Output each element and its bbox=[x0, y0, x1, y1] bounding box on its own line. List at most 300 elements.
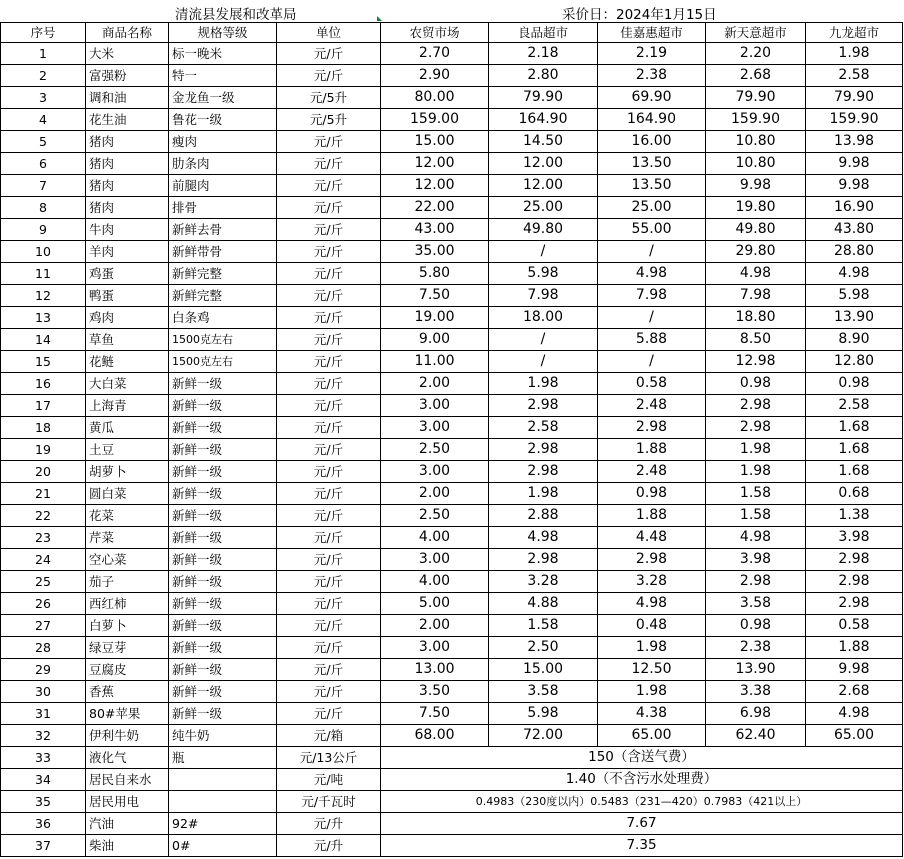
product-spec[interactable] bbox=[169, 791, 277, 813]
product-unit[interactable]: 元/斤 bbox=[277, 703, 381, 725]
price-cell[interactable]: 0.98 bbox=[598, 483, 706, 505]
price-cell[interactable]: 43.80 bbox=[806, 219, 903, 241]
row-number[interactable]: 19 bbox=[1, 439, 86, 461]
product-unit[interactable]: 元/斤 bbox=[277, 483, 381, 505]
price-cell[interactable]: 2.50 bbox=[381, 505, 489, 527]
row-number[interactable]: 22 bbox=[1, 505, 86, 527]
price-cell[interactable]: 25.00 bbox=[598, 197, 706, 219]
price-cell[interactable]: 0.98 bbox=[706, 615, 806, 637]
product-name[interactable]: 居民自来水 bbox=[86, 769, 169, 791]
header-farmers-market[interactable]: 农贸市场 bbox=[381, 23, 489, 43]
header-jiulong[interactable]: 九龙超市 bbox=[806, 23, 903, 43]
product-unit[interactable]: 元/斤 bbox=[277, 395, 381, 417]
price-cell[interactable]: 28.80 bbox=[806, 241, 903, 263]
row-number[interactable]: 32 bbox=[1, 725, 86, 747]
row-number[interactable]: 1 bbox=[1, 43, 86, 65]
price-cell[interactable]: 2.98 bbox=[489, 461, 598, 483]
row-number[interactable]: 21 bbox=[1, 483, 86, 505]
product-name[interactable]: 调和油 bbox=[86, 87, 169, 109]
price-cell[interactable]: 4.98 bbox=[806, 703, 903, 725]
price-cell[interactable]: 2.00 bbox=[381, 615, 489, 637]
row-number[interactable]: 27 bbox=[1, 615, 86, 637]
header-jiajiahui[interactable]: 佳嘉惠超市 bbox=[598, 23, 706, 43]
row-number[interactable]: 15 bbox=[1, 351, 86, 373]
price-cell[interactable]: 4.00 bbox=[381, 571, 489, 593]
price-cell[interactable]: 16.00 bbox=[598, 131, 706, 153]
price-cell[interactable]: 9.98 bbox=[806, 175, 903, 197]
price-cell[interactable]: 4.98 bbox=[489, 527, 598, 549]
price-cell[interactable]: 79.90 bbox=[489, 87, 598, 109]
product-name[interactable]: 香蕉 bbox=[86, 681, 169, 703]
product-unit[interactable]: 元/斤 bbox=[277, 153, 381, 175]
price-cell[interactable]: 13.90 bbox=[706, 659, 806, 681]
price-cell[interactable]: 8.50 bbox=[706, 329, 806, 351]
row-number[interactable]: 9 bbox=[1, 219, 86, 241]
price-cell[interactable]: 2.50 bbox=[489, 637, 598, 659]
product-unit[interactable]: 元/斤 bbox=[277, 461, 381, 483]
price-cell[interactable]: 55.00 bbox=[598, 219, 706, 241]
price-cell[interactable]: 8.90 bbox=[806, 329, 903, 351]
price-cell[interactable]: 4.00 bbox=[381, 527, 489, 549]
product-name[interactable]: 大白菜 bbox=[86, 373, 169, 395]
price-cell[interactable]: 1.98 bbox=[489, 373, 598, 395]
price-cell[interactable]: 65.00 bbox=[806, 725, 903, 747]
price-cell[interactable]: 12.00 bbox=[489, 175, 598, 197]
product-unit[interactable]: 元/斤 bbox=[277, 373, 381, 395]
price-cell[interactable]: 12.00 bbox=[489, 153, 598, 175]
row-number[interactable]: 17 bbox=[1, 395, 86, 417]
row-number[interactable]: 4 bbox=[1, 109, 86, 131]
product-spec[interactable]: 新鲜一级 bbox=[169, 527, 277, 549]
price-cell[interactable]: 35.00 bbox=[381, 241, 489, 263]
row-number[interactable]: 8 bbox=[1, 197, 86, 219]
product-name[interactable]: 空心菜 bbox=[86, 549, 169, 571]
price-cell[interactable]: 2.58 bbox=[806, 395, 903, 417]
product-name[interactable]: 80#苹果 bbox=[86, 703, 169, 725]
product-name[interactable]: 猪肉 bbox=[86, 175, 169, 197]
price-cell[interactable]: 2.68 bbox=[806, 681, 903, 703]
price-cell[interactable]: 1.98 bbox=[598, 681, 706, 703]
product-name[interactable]: 鸡肉 bbox=[86, 307, 169, 329]
price-cell[interactable]: 43.00 bbox=[381, 219, 489, 241]
price-cell[interactable]: 3.98 bbox=[706, 549, 806, 571]
price-cell[interactable]: 4.88 bbox=[489, 593, 598, 615]
price-cell[interactable]: 3.00 bbox=[381, 461, 489, 483]
merged-price-cell[interactable]: 7.67 bbox=[381, 813, 903, 835]
price-cell[interactable]: 1.58 bbox=[489, 615, 598, 637]
price-cell[interactable]: 65.00 bbox=[598, 725, 706, 747]
product-spec[interactable]: 前腿肉 bbox=[169, 175, 277, 197]
product-spec[interactable]: 新鲜一级 bbox=[169, 637, 277, 659]
row-number[interactable]: 28 bbox=[1, 637, 86, 659]
product-spec[interactable]: 金龙鱼一级 bbox=[169, 87, 277, 109]
price-cell[interactable]: 69.90 bbox=[598, 87, 706, 109]
price-cell[interactable]: 2.00 bbox=[381, 373, 489, 395]
product-name[interactable]: 绿豆芽 bbox=[86, 637, 169, 659]
price-cell[interactable]: 13.98 bbox=[806, 131, 903, 153]
price-cell[interactable]: 3.58 bbox=[489, 681, 598, 703]
price-cell[interactable]: / bbox=[489, 351, 598, 373]
price-cell[interactable]: 12.00 bbox=[381, 175, 489, 197]
price-cell[interactable]: 11.00 bbox=[381, 351, 489, 373]
product-spec[interactable]: 新鲜带骨 bbox=[169, 241, 277, 263]
price-cell[interactable]: 3.00 bbox=[381, 549, 489, 571]
price-cell[interactable]: 2.20 bbox=[706, 43, 806, 65]
product-spec[interactable]: 新鲜一级 bbox=[169, 439, 277, 461]
product-unit[interactable]: 元/斤 bbox=[277, 549, 381, 571]
price-cell[interactable]: 12.80 bbox=[806, 351, 903, 373]
product-name[interactable]: 猪肉 bbox=[86, 197, 169, 219]
product-spec[interactable]: 新鲜一级 bbox=[169, 571, 277, 593]
price-cell[interactable]: 10.80 bbox=[706, 153, 806, 175]
row-number[interactable]: 34 bbox=[1, 769, 86, 791]
row-number[interactable]: 23 bbox=[1, 527, 86, 549]
header-name[interactable]: 商品名称 bbox=[86, 23, 169, 43]
price-cell[interactable]: 12.98 bbox=[706, 351, 806, 373]
price-cell[interactable]: 2.48 bbox=[598, 461, 706, 483]
product-spec[interactable] bbox=[169, 769, 277, 791]
price-cell[interactable]: 1.98 bbox=[489, 483, 598, 505]
product-unit[interactable]: 元/斤 bbox=[277, 197, 381, 219]
product-name[interactable]: 草鱼 bbox=[86, 329, 169, 351]
price-cell[interactable]: 4.48 bbox=[598, 527, 706, 549]
row-number[interactable]: 20 bbox=[1, 461, 86, 483]
price-cell[interactable]: 1.98 bbox=[706, 461, 806, 483]
price-cell[interactable]: 2.98 bbox=[706, 417, 806, 439]
price-cell[interactable]: 0.98 bbox=[706, 373, 806, 395]
product-name[interactable]: 牛肉 bbox=[86, 219, 169, 241]
header-liangpin[interactable]: 良品超市 bbox=[489, 23, 598, 43]
product-name[interactable]: 羊肉 bbox=[86, 241, 169, 263]
price-cell[interactable]: 15.00 bbox=[381, 131, 489, 153]
product-spec[interactable]: 新鲜完整 bbox=[169, 263, 277, 285]
product-name[interactable]: 柴油 bbox=[86, 835, 169, 857]
price-cell[interactable]: 1.68 bbox=[806, 417, 903, 439]
product-unit[interactable]: 元/斤 bbox=[277, 43, 381, 65]
price-cell[interactable]: 164.90 bbox=[598, 109, 706, 131]
product-unit[interactable]: 元/13公斤 bbox=[277, 747, 381, 769]
row-number[interactable]: 10 bbox=[1, 241, 86, 263]
merged-price-cell[interactable]: 0.4983（230度以内）0.5483（231—420）0.7983（421以上） bbox=[381, 791, 903, 813]
product-unit[interactable]: 元/斤 bbox=[277, 65, 381, 87]
price-cell[interactable]: 9.00 bbox=[381, 329, 489, 351]
product-unit[interactable]: 元/斤 bbox=[277, 417, 381, 439]
product-spec[interactable]: 肋条肉 bbox=[169, 153, 277, 175]
row-number[interactable]: 11 bbox=[1, 263, 86, 285]
product-unit[interactable]: 元/升 bbox=[277, 813, 381, 835]
price-cell[interactable]: 4.98 bbox=[806, 263, 903, 285]
price-cell[interactable]: 29.80 bbox=[706, 241, 806, 263]
product-spec[interactable]: 新鲜一级 bbox=[169, 615, 277, 637]
product-spec[interactable]: 标一晚米 bbox=[169, 43, 277, 65]
product-unit[interactable]: 元/斤 bbox=[277, 175, 381, 197]
price-cell[interactable]: 2.98 bbox=[489, 549, 598, 571]
product-spec[interactable]: 1500克左右 bbox=[169, 329, 277, 351]
price-cell[interactable]: 1.38 bbox=[806, 505, 903, 527]
row-number[interactable]: 12 bbox=[1, 285, 86, 307]
row-number[interactable]: 31 bbox=[1, 703, 86, 725]
price-cell[interactable]: 3.38 bbox=[706, 681, 806, 703]
price-cell[interactable]: 4.98 bbox=[706, 263, 806, 285]
price-cell[interactable]: / bbox=[598, 351, 706, 373]
price-cell[interactable]: 9.98 bbox=[806, 153, 903, 175]
product-name[interactable]: 伊利牛奶 bbox=[86, 725, 169, 747]
row-number[interactable]: 26 bbox=[1, 593, 86, 615]
row-number[interactable]: 30 bbox=[1, 681, 86, 703]
price-cell[interactable]: 1.88 bbox=[598, 505, 706, 527]
price-cell[interactable]: 2.80 bbox=[489, 65, 598, 87]
price-cell[interactable]: 12.50 bbox=[598, 659, 706, 681]
price-cell[interactable]: 2.70 bbox=[381, 43, 489, 65]
price-cell[interactable]: 2.98 bbox=[706, 571, 806, 593]
product-unit[interactable]: 元/斤 bbox=[277, 285, 381, 307]
product-name[interactable]: 猪肉 bbox=[86, 153, 169, 175]
price-cell[interactable]: 68.00 bbox=[381, 725, 489, 747]
product-spec[interactable]: 纯牛奶 bbox=[169, 725, 277, 747]
product-spec[interactable]: 新鲜一级 bbox=[169, 659, 277, 681]
product-spec[interactable]: 特一 bbox=[169, 65, 277, 87]
price-cell[interactable]: 6.98 bbox=[706, 703, 806, 725]
product-name[interactable]: 富强粉 bbox=[86, 65, 169, 87]
price-cell[interactable]: 2.98 bbox=[806, 593, 903, 615]
price-cell[interactable]: 5.00 bbox=[381, 593, 489, 615]
price-cell[interactable]: 19.80 bbox=[706, 197, 806, 219]
row-number[interactable]: 18 bbox=[1, 417, 86, 439]
product-spec[interactable]: 92# bbox=[169, 813, 277, 835]
price-cell[interactable]: 7.50 bbox=[381, 703, 489, 725]
price-cell[interactable]: / bbox=[598, 241, 706, 263]
price-cell[interactable]: 4.98 bbox=[706, 527, 806, 549]
row-number[interactable]: 7 bbox=[1, 175, 86, 197]
product-spec[interactable]: 1500克左右 bbox=[169, 351, 277, 373]
product-spec[interactable]: 新鲜一级 bbox=[169, 505, 277, 527]
product-name[interactable]: 芹菜 bbox=[86, 527, 169, 549]
price-cell[interactable]: 2.38 bbox=[598, 65, 706, 87]
product-name[interactable]: 花鲢 bbox=[86, 351, 169, 373]
price-cell[interactable]: 9.98 bbox=[706, 175, 806, 197]
product-spec[interactable]: 新鲜一级 bbox=[169, 461, 277, 483]
product-unit[interactable]: 元/斤 bbox=[277, 439, 381, 461]
price-cell[interactable]: 4.38 bbox=[598, 703, 706, 725]
product-name[interactable]: 汽油 bbox=[86, 813, 169, 835]
price-cell[interactable]: 16.90 bbox=[806, 197, 903, 219]
price-cell[interactable]: 2.98 bbox=[598, 417, 706, 439]
product-spec[interactable]: 新鲜一级 bbox=[169, 593, 277, 615]
product-unit[interactable]: 元/斤 bbox=[277, 681, 381, 703]
price-cell[interactable]: 10.80 bbox=[706, 131, 806, 153]
product-unit[interactable]: 元/斤 bbox=[277, 571, 381, 593]
row-number[interactable]: 36 bbox=[1, 813, 86, 835]
price-cell[interactable]: 7.98 bbox=[706, 285, 806, 307]
price-cell[interactable]: 62.40 bbox=[706, 725, 806, 747]
price-cell[interactable]: 0.58 bbox=[598, 373, 706, 395]
price-cell[interactable]: 1.58 bbox=[706, 505, 806, 527]
price-cell[interactable]: 2.18 bbox=[489, 43, 598, 65]
price-cell[interactable]: 2.98 bbox=[598, 549, 706, 571]
price-cell[interactable]: 2.98 bbox=[489, 439, 598, 461]
row-number[interactable]: 29 bbox=[1, 659, 86, 681]
price-cell[interactable]: / bbox=[489, 241, 598, 263]
header-xintianyi[interactable]: 新天意超市 bbox=[706, 23, 806, 43]
row-number[interactable]: 13 bbox=[1, 307, 86, 329]
product-unit[interactable]: 元/斤 bbox=[277, 329, 381, 351]
price-cell[interactable]: 2.00 bbox=[381, 483, 489, 505]
product-unit[interactable]: 元/斤 bbox=[277, 659, 381, 681]
price-cell[interactable]: 1.88 bbox=[806, 637, 903, 659]
price-cell[interactable]: 25.00 bbox=[489, 197, 598, 219]
product-spec[interactable]: 新鲜一级 bbox=[169, 703, 277, 725]
price-cell[interactable]: 0.68 bbox=[806, 483, 903, 505]
row-number[interactable]: 37 bbox=[1, 835, 86, 857]
price-cell[interactable]: 5.98 bbox=[489, 263, 598, 285]
product-name[interactable]: 茄子 bbox=[86, 571, 169, 593]
price-cell[interactable]: 2.48 bbox=[598, 395, 706, 417]
product-spec[interactable]: 0# bbox=[169, 835, 277, 857]
price-cell[interactable]: 79.90 bbox=[706, 87, 806, 109]
product-unit[interactable]: 元/斤 bbox=[277, 263, 381, 285]
product-name[interactable]: 居民用电 bbox=[86, 791, 169, 813]
price-cell[interactable]: 3.50 bbox=[381, 681, 489, 703]
price-cell[interactable]: 15.00 bbox=[489, 659, 598, 681]
product-name[interactable]: 土豆 bbox=[86, 439, 169, 461]
price-cell[interactable]: 80.00 bbox=[381, 87, 489, 109]
merged-price-cell[interactable]: 7.35 bbox=[381, 835, 903, 857]
price-cell[interactable]: 1.98 bbox=[706, 439, 806, 461]
price-cell[interactable]: 22.00 bbox=[381, 197, 489, 219]
product-name[interactable]: 花生油 bbox=[86, 109, 169, 131]
price-cell[interactable]: 2.19 bbox=[598, 43, 706, 65]
price-cell[interactable]: 2.98 bbox=[806, 549, 903, 571]
product-unit[interactable]: 元/5升 bbox=[277, 87, 381, 109]
product-unit[interactable]: 元/升 bbox=[277, 835, 381, 857]
price-cell[interactable]: 13.50 bbox=[598, 175, 706, 197]
product-unit[interactable]: 元/斤 bbox=[277, 637, 381, 659]
header-no[interactable]: 序号 bbox=[1, 23, 86, 43]
price-cell[interactable]: 2.58 bbox=[806, 65, 903, 87]
price-cell[interactable]: 18.80 bbox=[706, 307, 806, 329]
product-name[interactable]: 胡萝卜 bbox=[86, 461, 169, 483]
price-cell[interactable]: 2.88 bbox=[489, 505, 598, 527]
product-unit[interactable]: 元/吨 bbox=[277, 769, 381, 791]
product-name[interactable]: 猪肉 bbox=[86, 131, 169, 153]
price-cell[interactable]: 7.50 bbox=[381, 285, 489, 307]
price-cell[interactable]: 3.28 bbox=[489, 571, 598, 593]
price-cell[interactable]: 7.98 bbox=[489, 285, 598, 307]
header-unit[interactable]: 单位 bbox=[277, 23, 381, 43]
product-spec[interactable]: 排骨 bbox=[169, 197, 277, 219]
product-name[interactable]: 鸭蛋 bbox=[86, 285, 169, 307]
price-cell[interactable]: 1.58 bbox=[706, 483, 806, 505]
price-cell[interactable]: 13.00 bbox=[381, 659, 489, 681]
price-cell[interactable]: 3.98 bbox=[806, 527, 903, 549]
row-number[interactable]: 16 bbox=[1, 373, 86, 395]
price-cell[interactable]: 159.90 bbox=[706, 109, 806, 131]
product-name[interactable]: 豆腐皮 bbox=[86, 659, 169, 681]
price-cell[interactable]: 1.68 bbox=[806, 461, 903, 483]
product-unit[interactable]: 元/千瓦时 bbox=[277, 791, 381, 813]
product-unit[interactable]: 元/斤 bbox=[277, 131, 381, 153]
price-cell[interactable]: 2.98 bbox=[806, 571, 903, 593]
price-cell[interactable]: 0.48 bbox=[598, 615, 706, 637]
product-spec[interactable]: 白条鸡 bbox=[169, 307, 277, 329]
price-cell[interactable]: 0.58 bbox=[806, 615, 903, 637]
price-cell[interactable]: 5.80 bbox=[381, 263, 489, 285]
price-cell[interactable]: 18.00 bbox=[489, 307, 598, 329]
price-cell[interactable]: 3.00 bbox=[381, 395, 489, 417]
product-name[interactable]: 白萝卜 bbox=[86, 615, 169, 637]
price-cell[interactable]: 14.50 bbox=[489, 131, 598, 153]
product-unit[interactable]: 元/斤 bbox=[277, 527, 381, 549]
product-unit[interactable]: 元/斤 bbox=[277, 593, 381, 615]
price-cell[interactable]: 5.98 bbox=[489, 703, 598, 725]
product-unit[interactable]: 元/5升 bbox=[277, 109, 381, 131]
price-cell[interactable]: 2.58 bbox=[489, 417, 598, 439]
product-name[interactable]: 液化气 bbox=[86, 747, 169, 769]
price-cell[interactable]: 1.98 bbox=[598, 637, 706, 659]
product-name[interactable]: 花菜 bbox=[86, 505, 169, 527]
product-unit[interactable]: 元/斤 bbox=[277, 615, 381, 637]
price-cell[interactable]: 5.98 bbox=[806, 285, 903, 307]
price-cell[interactable]: 2.38 bbox=[706, 637, 806, 659]
price-cell[interactable]: 4.98 bbox=[598, 263, 706, 285]
product-unit[interactable]: 元/斤 bbox=[277, 219, 381, 241]
product-spec[interactable]: 新鲜完整 bbox=[169, 285, 277, 307]
price-cell[interactable]: 3.00 bbox=[381, 417, 489, 439]
price-cell[interactable]: 2.98 bbox=[489, 395, 598, 417]
header-spec[interactable]: 规格等级 bbox=[169, 23, 277, 43]
product-spec[interactable]: 新鲜一级 bbox=[169, 549, 277, 571]
price-cell[interactable]: 49.80 bbox=[706, 219, 806, 241]
product-spec[interactable]: 瘦肉 bbox=[169, 131, 277, 153]
product-unit[interactable]: 元/斤 bbox=[277, 351, 381, 373]
product-spec[interactable]: 新鲜一级 bbox=[169, 483, 277, 505]
product-name[interactable]: 鸡蛋 bbox=[86, 263, 169, 285]
price-cell[interactable]: 13.50 bbox=[598, 153, 706, 175]
price-cell[interactable]: 9.98 bbox=[806, 659, 903, 681]
row-number[interactable]: 35 bbox=[1, 791, 86, 813]
product-spec[interactable]: 新鲜一级 bbox=[169, 681, 277, 703]
product-spec[interactable]: 新鲜一级 bbox=[169, 373, 277, 395]
price-cell[interactable]: 2.98 bbox=[706, 395, 806, 417]
row-number[interactable]: 24 bbox=[1, 549, 86, 571]
price-cell[interactable]: 164.90 bbox=[489, 109, 598, 131]
price-cell[interactable]: 5.88 bbox=[598, 329, 706, 351]
product-spec[interactable]: 新鲜一级 bbox=[169, 395, 277, 417]
row-number[interactable]: 2 bbox=[1, 65, 86, 87]
price-cell[interactable]: 19.00 bbox=[381, 307, 489, 329]
product-spec[interactable]: 鲁花一级 bbox=[169, 109, 277, 131]
product-spec[interactable]: 瓶 bbox=[169, 747, 277, 769]
price-cell[interactable]: 4.98 bbox=[598, 593, 706, 615]
price-cell[interactable]: 79.90 bbox=[806, 87, 903, 109]
price-cell[interactable]: 2.68 bbox=[706, 65, 806, 87]
product-name[interactable]: 圆白菜 bbox=[86, 483, 169, 505]
price-cell[interactable]: 49.80 bbox=[489, 219, 598, 241]
price-cell[interactable]: 1.68 bbox=[806, 439, 903, 461]
price-cell[interactable]: 72.00 bbox=[489, 725, 598, 747]
product-unit[interactable]: 元/斤 bbox=[277, 307, 381, 329]
row-number[interactable]: 14 bbox=[1, 329, 86, 351]
row-number[interactable]: 6 bbox=[1, 153, 86, 175]
row-number[interactable]: 25 bbox=[1, 571, 86, 593]
product-name[interactable]: 大米 bbox=[86, 43, 169, 65]
price-cell[interactable]: 1.88 bbox=[598, 439, 706, 461]
product-spec[interactable]: 新鲜去骨 bbox=[169, 219, 277, 241]
price-cell[interactable]: 159.00 bbox=[381, 109, 489, 131]
price-cell[interactable]: / bbox=[598, 307, 706, 329]
price-cell[interactable]: / bbox=[489, 329, 598, 351]
price-cell[interactable]: 7.98 bbox=[598, 285, 706, 307]
